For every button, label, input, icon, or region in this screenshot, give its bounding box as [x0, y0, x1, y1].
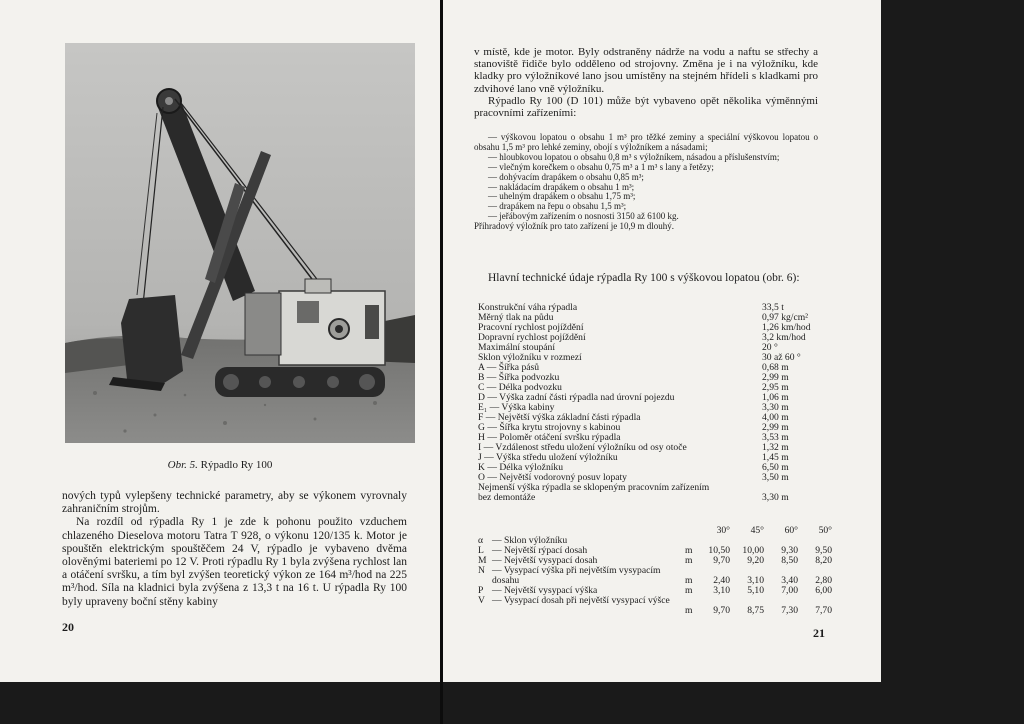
row-unit: m — [685, 575, 693, 586]
equipment-list — [474, 133, 818, 232]
spec-value: 3,30 m — [762, 402, 789, 413]
row-label: — Největší rýpací dosah — [492, 545, 588, 556]
table-cell: 9,70 — [713, 605, 730, 616]
excavator-photo — [65, 43, 415, 443]
left-paragraph-1: nových typů vylepšeny technické parametry, aby se výkonem vyrovnaly zahraničním strojům. — [62, 490, 407, 516]
equipment-item: — nakládacím drapákem o obsahu 1 m³; — [488, 181, 635, 192]
spec-value: 0,68 m — [762, 362, 789, 373]
left-paragraph-2: Na rozdíl od rýpadla Ry 1 je zde k pohonu použito vzduchem chlazeného Dieselova motoru Tatra T 928, o výkonu 120/135 k. Motor je spouštěn elektrickým spouštěčem 24 V, rýpadlo je vybaveno dvěma olověnými bateriemi po 12 V. Proti rýpadlu Ry 1 byla zvýšena rychlost lan a otáčení svršku, a tím byl zvýšen teoretický výkon ze 164 m³/hod na 225 m³/hod. Síla na kladnici byla zvýšena z 13,3 t na 16 t. U rýpadla Ry 100 byly upraveny boční stěny kabiny — [62, 516, 407, 608]
angle-header: 45° — [750, 525, 764, 536]
table-cell: 7,30 — [781, 605, 798, 616]
right-paragraph-2: Rýpadlo Ry 100 (D 101) může být vybaveno opět několika výměnnými pracovními zařízeními: — [474, 94, 818, 120]
table-cell: 8,20 — [815, 555, 832, 566]
table-cell: 9,30 — [781, 545, 798, 556]
table-cell: 8,50 — [781, 555, 798, 566]
table-cell: 2,80 — [815, 575, 832, 586]
figure-caption — [0, 459, 440, 471]
spec-value: 1,45 m — [762, 452, 789, 463]
row-symbol: V — [478, 595, 485, 606]
spec-value: 1,32 m — [762, 442, 789, 453]
table-cell: 9,20 — [747, 555, 764, 566]
spec-label: Měrný tlak na půdu — [478, 312, 554, 323]
spec-label: G — Šířka krytu strojovny s kabinou — [478, 422, 621, 433]
spec-label: Nejmenší výška rýpadla se sklopeným pracovním zařízením bez demontáže — [478, 482, 710, 503]
spec-value: 1,06 m — [762, 392, 789, 403]
section-intro-text: Hlavní technické údaje rýpadla Ry 100 s výškovou lopatou (obr. 6): — [488, 272, 800, 284]
spec-row — [478, 483, 823, 503]
spec-label: J — Výška středu uložení výložníku — [478, 452, 618, 463]
angle-header: 50° — [818, 525, 832, 536]
equipment-item: — vlečným korečkem o obsahu 0,75 m³ a 1 m³ s lany a řetězy; — [488, 161, 714, 172]
spec-label: E₁ — Výška kabiny — [478, 402, 555, 413]
row-unit: m — [685, 605, 693, 616]
spec-label: I — Vzdálenost středu uložení výložníku od osy otoče — [478, 442, 687, 453]
row-label: — Vysypací dosah při největší vysypací výšce — [492, 595, 670, 606]
row-symbol: L — [478, 545, 484, 556]
table-cell: 5,10 — [747, 585, 764, 596]
right-intro-text — [474, 46, 818, 119]
spec-value: 2,99 m — [762, 372, 789, 383]
equipment-item: — drapákem na řepu o obsahu 1,5 m³; — [488, 201, 627, 212]
equipment-item: — výškovou lopatou o obsahu 1 m³ pro těžké zeminy a speciální výškovou lopatou o obsahu 1,5 m³ pro lehké zeminy, obojí s výložníkem a násadami; — [474, 132, 818, 152]
spec-label: Konstrukční váha rýpadla — [478, 302, 578, 313]
equipment-item: — hloubkovou lopatou o obsahu 0,8 m³ s výložníkem, násadou a příslušenstvím; — [488, 151, 780, 162]
table-cell: 9,50 — [815, 545, 832, 556]
table-cell: 2,40 — [713, 575, 730, 586]
spec-label: F — Největší výška základní části rýpadla — [478, 412, 641, 423]
spec-label: O — Největší vodorovný posuv lopaty — [478, 472, 627, 483]
left-page — [0, 0, 440, 682]
spec-value: 4,00 m — [762, 412, 789, 423]
row-label: — Vysypací výška při největším vysypacím dosahu — [492, 565, 661, 586]
table-cell: 8,75 — [747, 605, 764, 616]
row-label: — Sklon výložníku — [492, 535, 568, 546]
row-symbol: P — [478, 585, 484, 596]
table-cell: 3,40 — [781, 575, 798, 586]
spec-label: K — Délka výložníku — [478, 462, 563, 473]
spec-value: 33,5 t — [762, 302, 784, 313]
spec-value: 2,95 m — [762, 382, 789, 393]
page-number-right: 21 — [813, 626, 825, 640]
spec-label: Pracovní rychlost pojíždění — [478, 322, 584, 333]
spec-label: Sklon výložníku v rozmezí — [478, 352, 582, 363]
spec-label: C — Délka podvozku — [478, 382, 562, 393]
section-intro — [474, 271, 818, 285]
equipment-item: — dohývacím drapákem o obsahu 0,85 m³; — [488, 171, 644, 182]
angle-header: 60° — [784, 525, 798, 536]
spec-label: Maximální stoupání — [478, 342, 556, 353]
row-unit: m — [685, 585, 693, 596]
spec-value: 6,50 m — [762, 462, 789, 473]
equipment-item: — jeřábovým zařízením o nosnosti 3150 až 6100 kg. — [488, 211, 679, 222]
table-cell: 10,50 — [708, 545, 730, 556]
table-row — [478, 595, 832, 616]
row-symbol: α — [478, 535, 484, 546]
table-cell: 10,00 — [742, 545, 764, 556]
left-body-text — [62, 490, 407, 609]
table-cell: 6,00 — [815, 585, 832, 596]
spec-value: 1,26 km/hod — [762, 322, 811, 333]
table-row — [478, 565, 832, 586]
dimensions-table — [478, 525, 832, 616]
spec-value: 3,53 m — [762, 432, 789, 443]
spec-value: 3,2 km/hod — [762, 332, 806, 343]
figure-title: Rýpadlo Ry 100 — [200, 459, 273, 471]
spec-label: A — Šířka pásů — [478, 362, 540, 373]
equipment-item: — uhelným drapákem o obsahu 1,75 m³; — [488, 191, 636, 202]
right-paragraph-1: v místě, kde je motor. Byly odstraněny nádrže na vodu a naftu se střechy a stanoviště řidiče bylo odděleno od strojovny. Změna je i na výložníku, kde kladky pro výložníkové lano jsou umístěny na stejném hřídeli s kladkami pro zdvihové lano vně výložníku. — [474, 46, 818, 95]
spec-label: Dopravní rychlost pojíždění — [478, 332, 586, 343]
row-symbol: N — [478, 565, 485, 576]
equipment-note: Příhradový výložník pro tato zařízení je 10,9 m dlouhý. — [474, 221, 674, 232]
spec-value: 30 až 60 ° — [762, 352, 801, 363]
table-cell: 7,70 — [815, 605, 832, 616]
row-label: — Největší vysypací dosah — [492, 555, 598, 566]
row-symbol: M — [478, 555, 487, 566]
spec-value: 2,99 m — [762, 422, 789, 433]
table-cell: 3,10 — [713, 585, 730, 596]
spec-label: B — Šířka podvozku — [478, 372, 560, 383]
table-cell: 3,10 — [747, 575, 764, 586]
figure-label: Obr. 5. — [167, 459, 198, 471]
spec-value: 0,97 kg/cm² — [762, 312, 809, 323]
row-unit: m — [685, 555, 693, 566]
spec-label: H — Poloměr otáčení svršku rýpadla — [478, 432, 621, 443]
angle-header: 30° — [716, 525, 730, 536]
page-number-left: 20 — [62, 620, 74, 634]
spec-list — [478, 303, 823, 503]
row-unit: m — [685, 545, 693, 556]
spec-value: 20 ° — [762, 342, 778, 353]
spec-value: 3,50 m — [762, 472, 789, 483]
spec-value: 3,30 m — [762, 492, 789, 503]
spec-label: D — Výška zadní části rýpadla nad úrovní pojezdu — [478, 392, 675, 403]
table-cell: 7,00 — [781, 585, 798, 596]
row-label: — Největší vysypací výška — [492, 585, 598, 596]
table-cell: 9,70 — [713, 555, 730, 566]
